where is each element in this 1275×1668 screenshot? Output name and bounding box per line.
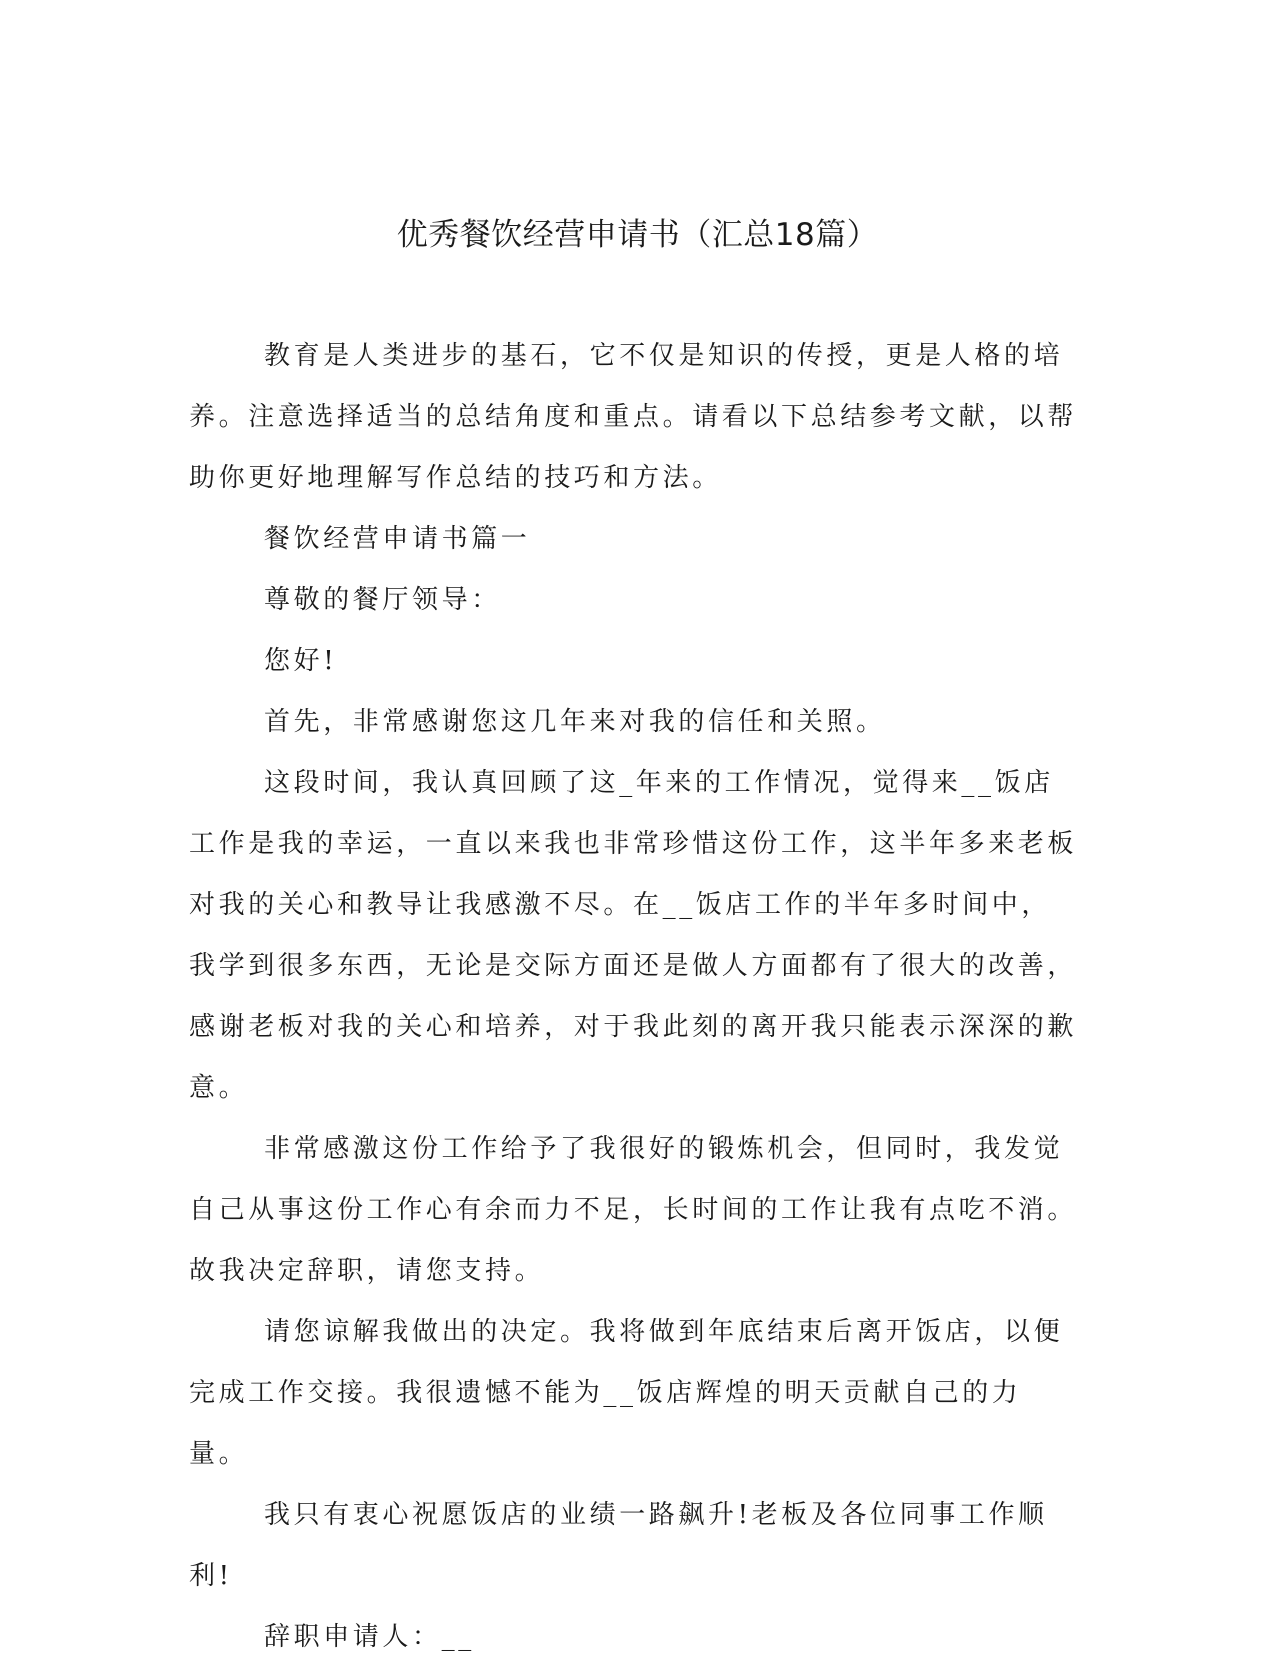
salutation: 尊敬的餐厅领导： bbox=[264, 585, 501, 615]
document-body bbox=[189, 326, 1079, 1668]
body-paragraph: 这段时间，我认真回顾了这_年来的工作情况，觉得来__饭店工作是我的幸运，一直以来我也非常珍惜这份工作，这半年多来老板对我的关心和教导让我感激不尽。在__饭店工作的半年多时间中，我学到很多东西，无论是交际方面还是做人方面都有了很大的改善，感谢老板对我的关心和培养，对于我此刻的离开我只能表示深深的歉意。 bbox=[189, 768, 1078, 1103]
body-paragraph: 请您谅解我做出的决定。我将做到年底结束后离开饭店，以便完成工作交接。我很遗憾不能为__饭店辉煌的明天贡献自己的力量。 bbox=[189, 1317, 1064, 1469]
intro-paragraph: 教育是人类进步的基石，它不仅是知识的传授，更是人格的培养。注意选择适当的总结角度和重点。请看以下总结参考文献，以帮助你更好地理解写作总结的技巧和方法。 bbox=[189, 341, 1078, 493]
greeting: 您好! bbox=[264, 646, 338, 676]
document-title: 优秀餐饮经营申请书（汇总18篇） bbox=[396, 217, 879, 253]
body-paragraph: 非常感激这份工作给予了我很好的锻炼机会，但同时，我发觉自己从事这份工作心有余而力不足，长时间的工作让我有点吃不消。故我决定辞职，请您支持。 bbox=[189, 1134, 1078, 1286]
signature-line: 辞职申请人：__ bbox=[264, 1622, 475, 1652]
body-paragraph: 首先，非常感谢您这几年来对我的信任和关照。 bbox=[264, 707, 886, 737]
closing-wishes: 我只有衷心祝愿饭店的业绩一路飙升!老板及各位同事工作顺利! bbox=[189, 1500, 1048, 1591]
section-heading: 餐饮经营申请书篇一 bbox=[264, 524, 531, 554]
